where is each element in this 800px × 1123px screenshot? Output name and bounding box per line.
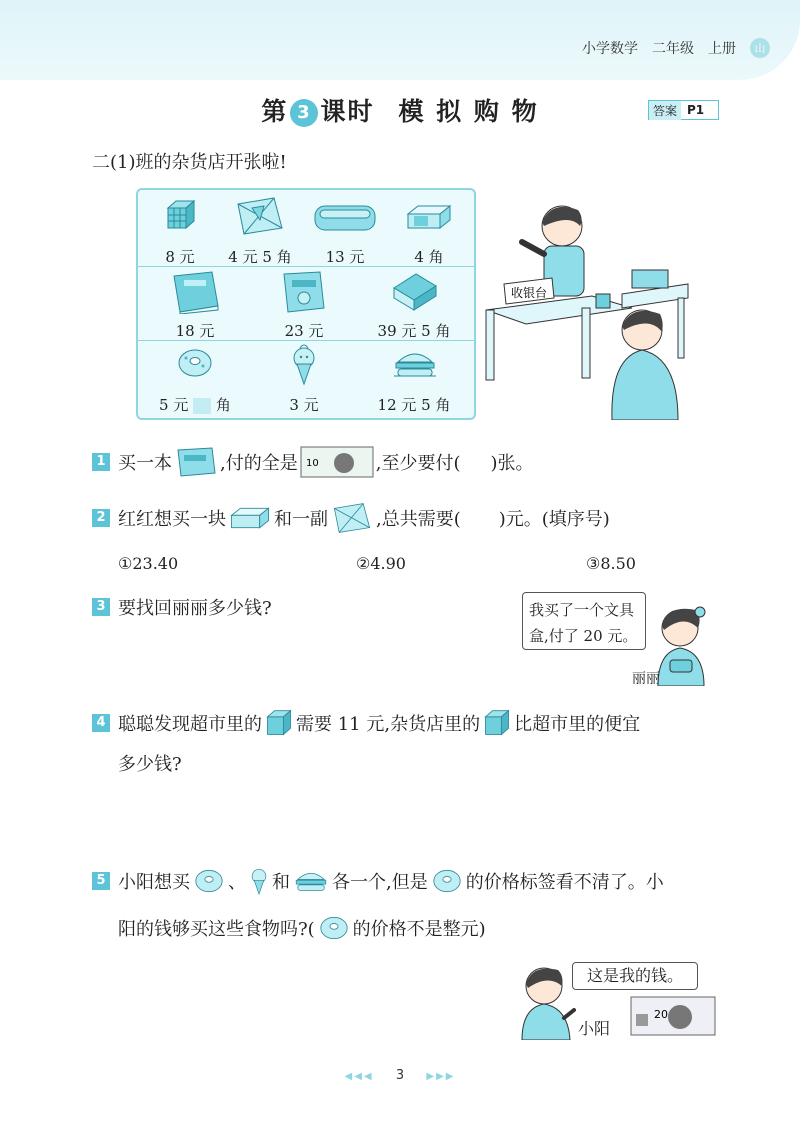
subject-label: 小学数学 [582,41,638,57]
shop-scene-illustration [482,198,694,420]
ice-cream-icon [288,344,320,386]
question-number-2: 2 [92,509,110,527]
cashier-sign [504,278,554,304]
question-number-3: 3 [92,598,110,616]
svg-text:20: 20 [654,1008,668,1021]
cube-inline-icon [264,708,294,738]
question-number-4: 4 [92,714,110,732]
donut-inline-icon-3 [317,914,351,942]
cube-inline-icon-2 [482,708,512,738]
question-5: 5 小阳想买 、 和 各一个,但是 的价格标签看不清了。小 [92,866,664,896]
item-donut: 5 元 角 [142,342,248,414]
eraser-icon [404,202,454,232]
xiaoyang-name: 小阳 [578,1019,611,1038]
question-4-line-2: 多少钱? [118,754,182,775]
book-story-icon [278,270,330,314]
donut-inline-icon-2 [430,867,464,895]
question-2: 2 红红想买一块 和一副 ,总共需要( )元。(填序号) [92,502,610,534]
story-book-inline-icon [174,447,218,477]
donut-icon [176,346,214,380]
item-burger: 12 元 5 角 [360,342,468,414]
right-arrows-icon: ▶▶▶ [426,1071,456,1082]
shop-price-table [136,188,476,420]
ice-cream-inline-icon [248,866,270,896]
smudged-price-blank [193,398,211,414]
option-1[interactable]: ①23.40 [118,554,179,573]
lesson-number: 3 [290,99,318,127]
intro-text: 二(1)班的杂货店开张啦! [92,152,287,173]
book-blue-icon [168,270,224,314]
item-book-thick: 39 元 5 角 [360,268,468,340]
page-number: 3 [395,1068,405,1083]
item-book-blue: 18 元 [142,268,248,340]
donut-inline-icon [192,867,226,895]
page-footer [0,1068,800,1083]
item-book-story: 23 元 [250,268,358,340]
lesson-name: 模 拟 购 物 [398,97,539,126]
pencil-case-icon [312,200,378,234]
lili-speech-bubble: 我买了一个文具 盒,付了 20 元。 [522,592,646,650]
svg-text:10: 10 [305,458,319,469]
header-info [582,38,770,58]
xiaoyang-boy-illustration [516,962,576,1040]
question-5-line-2: 阳的钱够买这些食物吗?( 的价格不是整元) [118,914,486,942]
grade-label: 二年级 [652,41,694,57]
item-eraser: 4 角 [390,194,468,266]
volume-label: 上册 [708,41,736,57]
banknote-10-icon [300,446,374,478]
option-3[interactable]: ③8.50 [586,554,636,573]
question-4: 4 聪聪发现超市里的 需要 11 元,杂货店里的 比超市里的便宜 [92,708,640,738]
left-arrows-icon: ◀◀◀ [344,1071,374,1082]
banknote-20-icon [630,996,716,1036]
question-number-5: 5 [92,872,110,890]
tangram-icon [234,196,286,236]
xiaoyang-speech-bubble: 这是我的钱。 [572,962,698,990]
question-1: 1 买一本 ,付的全是 10 ,至少要付( )张。 [92,446,534,478]
burger-inline-icon [292,867,330,895]
question-3: 3 要找回丽丽多少钱? [92,594,272,620]
item-tangram: 4 元 5 角 [220,194,300,266]
eraser-inline-icon [228,504,272,532]
publisher-badge-icon: 山 [750,38,770,58]
page-title: 第 3 课时 模 拟 购 物 [261,97,539,126]
burger-icon [392,346,438,382]
answer-tag[interactable]: 答案 P1 [648,100,719,120]
item-pencil-case: 13 元 [302,194,388,266]
customer-boy [612,310,678,420]
item-ice-cream: 3 元 [250,342,358,414]
tangram-inline-icon [330,502,374,534]
book-thick-icon [390,270,440,314]
question-number-1: 1 [92,453,110,471]
svg-text:收银台: 收银台 [510,286,548,300]
option-2[interactable]: ②4.90 [356,554,406,573]
item-cube: 8 元 [142,194,218,266]
lili-name: 丽丽 [632,671,660,687]
cube-icon [164,198,198,232]
